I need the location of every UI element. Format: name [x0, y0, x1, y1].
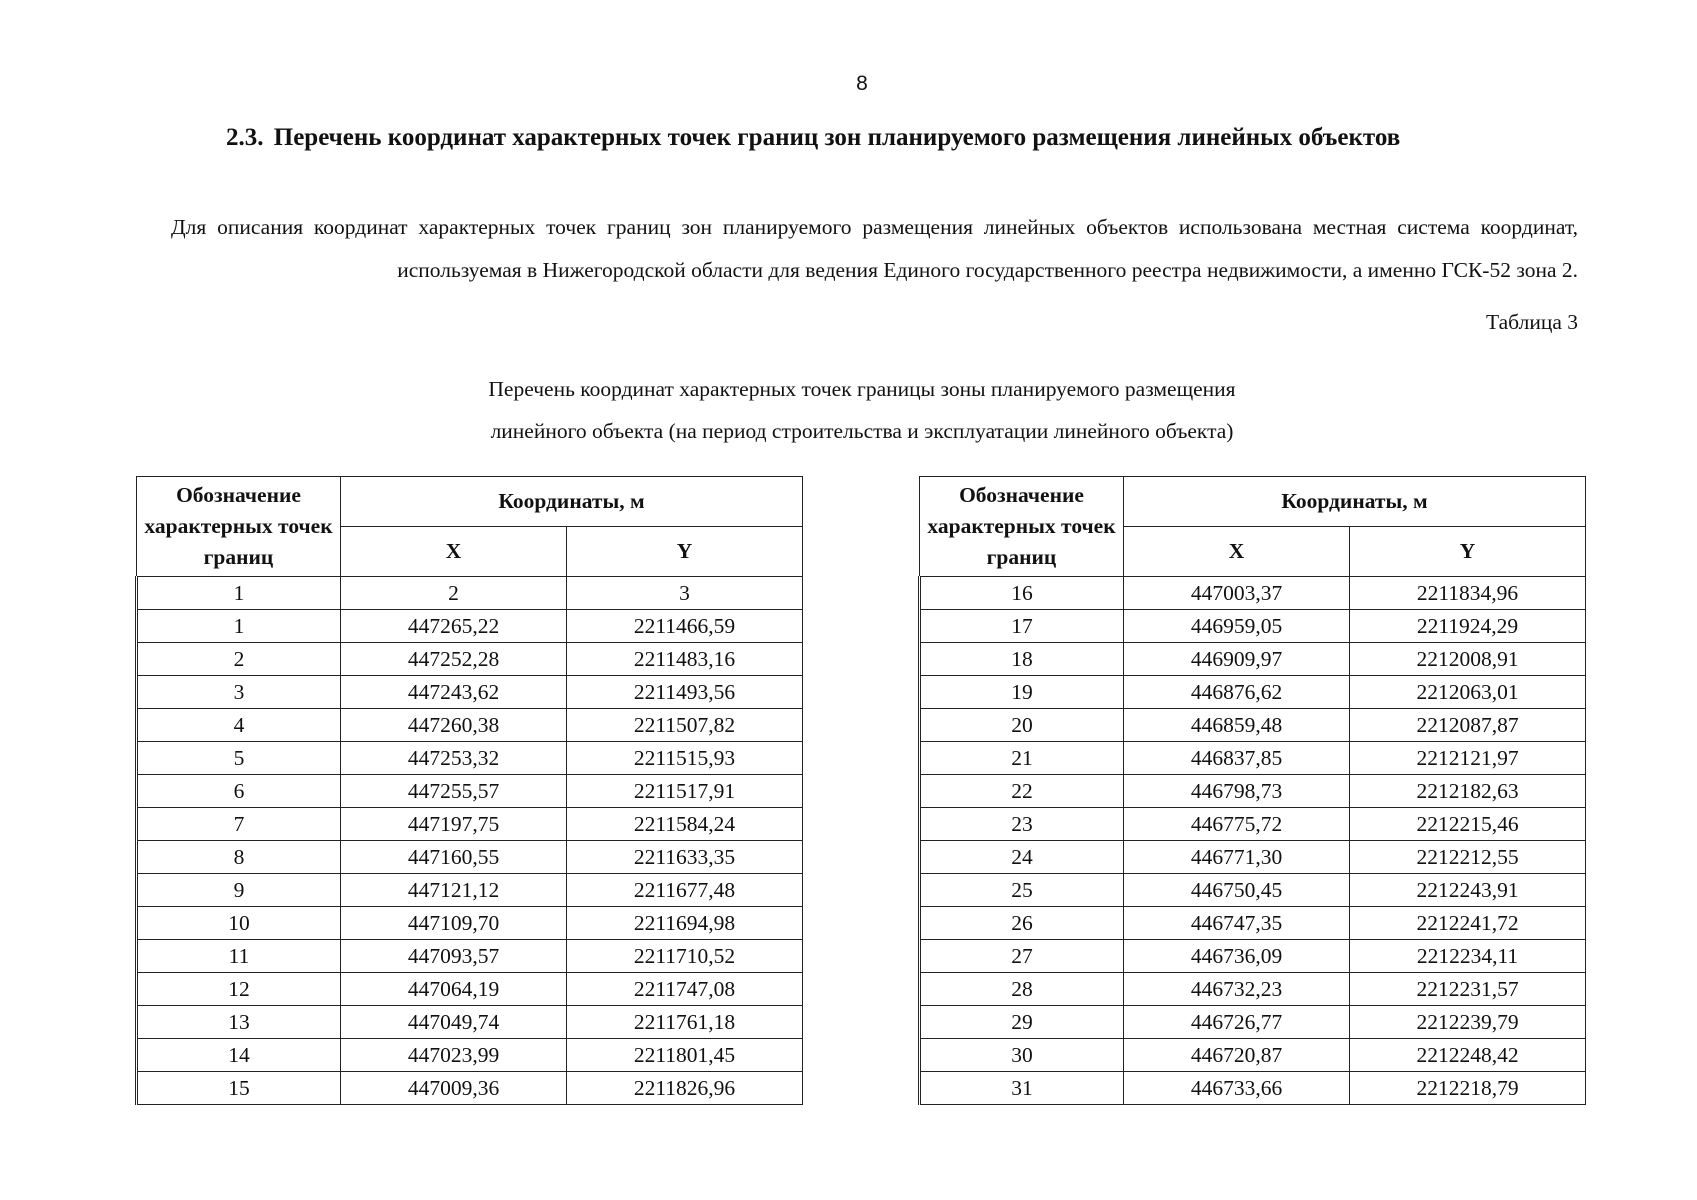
table-row [137, 1006, 803, 1039]
y-coordinate-cell: 2212243,91 [1350, 874, 1586, 907]
header-y: Y [567, 527, 803, 577]
y-coordinate-cell: 2211694,98 [567, 907, 803, 940]
caption-line-2: линейного объекта (на период строительства и эксплуатации линейного объекта) [490, 419, 1234, 443]
section-title-text: Перечень координат характерных точек границ зон планируемого размещения линейных объектов [273, 124, 1401, 151]
x-coordinate-cell: 446750,45 [1124, 874, 1350, 907]
x-coordinate-cell: 447003,37 [1124, 577, 1350, 610]
x-coordinate-cell: 447093,57 [341, 940, 567, 973]
x-coordinate-cell: 447049,74 [341, 1006, 567, 1039]
header-point-designation: Обозначение характерных точек границ [920, 477, 1124, 577]
table-row [137, 874, 803, 907]
y-coordinate-cell: 2211801,45 [567, 1039, 803, 1072]
point-id-cell: 17 [920, 610, 1124, 643]
x-coordinate-cell: 446747,35 [1124, 907, 1350, 940]
point-id-cell: 6 [137, 775, 341, 808]
y-coordinate-cell: 2211517,91 [567, 775, 803, 808]
point-id-cell: 23 [920, 808, 1124, 841]
table-row [137, 940, 803, 973]
table-row [920, 1006, 1586, 1039]
table-row [920, 940, 1586, 973]
point-id-cell: 2 [137, 643, 341, 676]
table-row [920, 1039, 1586, 1072]
y-coordinate-cell: 2212182,63 [1350, 775, 1586, 808]
y-coordinate-cell: 2211826,96 [567, 1072, 803, 1105]
y-coordinate-cell: 2212215,46 [1350, 808, 1586, 841]
x-coordinate-cell: 447243,62 [341, 676, 567, 709]
point-id-cell: 7 [137, 808, 341, 841]
x-coordinate-cell: 446732,23 [1124, 973, 1350, 1006]
x-coordinate-cell: 447009,36 [341, 1072, 567, 1105]
y-coordinate-cell: 2211834,96 [1350, 577, 1586, 610]
point-id-cell: 21 [920, 742, 1124, 775]
point-id-cell: 5 [137, 742, 341, 775]
table-row [920, 643, 1586, 676]
point-id-cell: 29 [920, 1006, 1124, 1039]
point-id-cell: 4 [137, 709, 341, 742]
y-coordinate-cell: 2211710,52 [567, 940, 803, 973]
x-coordinate-cell: 446798,73 [1124, 775, 1350, 808]
table-row [920, 841, 1586, 874]
x-coordinate-cell: 446876,62 [1124, 676, 1350, 709]
x-coordinate-cell: 447109,70 [341, 907, 567, 940]
x-coordinate-cell: 447260,38 [341, 709, 567, 742]
table-caption [0, 368, 1697, 452]
intro-paragraph [115, 206, 1578, 292]
table-row [920, 775, 1586, 808]
point-id-cell: 12 [137, 973, 341, 1006]
table-row [920, 742, 1586, 775]
y-coordinate-cell: 2212212,55 [1350, 841, 1586, 874]
y-coordinate-cell: 2211761,18 [567, 1006, 803, 1039]
point-id-cell: 20 [920, 709, 1124, 742]
point-id-cell: 15 [137, 1072, 341, 1105]
table-row [920, 610, 1586, 643]
header-point-designation: Обозначение характерных точек границ [137, 477, 341, 577]
y-coordinate-cell: 2212241,72 [1350, 907, 1586, 940]
x-coordinate-cell: 447252,28 [341, 643, 567, 676]
y-coordinate-cell: 2212008,91 [1350, 643, 1586, 676]
point-id-cell: 18 [920, 643, 1124, 676]
x-coordinate-cell: 446726,77 [1124, 1006, 1350, 1039]
table-row [137, 643, 803, 676]
table-row [137, 841, 803, 874]
y-coordinate-cell: 2212239,79 [1350, 1006, 1586, 1039]
x-coordinate-cell: 447023,99 [341, 1039, 567, 1072]
table-label: Таблица 3 [1486, 310, 1578, 334]
table-row [920, 676, 1586, 709]
y-coordinate-cell: 2212087,87 [1350, 709, 1586, 742]
y-coordinate-cell: 2212231,57 [1350, 973, 1586, 1006]
table-row [920, 907, 1586, 940]
y-coordinate-cell: 2212063,01 [1350, 676, 1586, 709]
y-coordinate-cell: 2212121,97 [1350, 742, 1586, 775]
table-row [920, 577, 1586, 610]
header-x: X [341, 527, 567, 577]
y-coordinate-cell: 2212234,11 [1350, 940, 1586, 973]
point-id-cell: 10 [137, 907, 341, 940]
point-id-cell: 31 [920, 1072, 1124, 1105]
table-row [137, 775, 803, 808]
page-number: 8 [856, 72, 868, 95]
table-row [920, 874, 1586, 907]
y-coordinate-cell: 2211515,93 [567, 742, 803, 775]
y-coordinate-cell: 2211747,08 [567, 973, 803, 1006]
x-coordinate-cell: 447253,32 [341, 742, 567, 775]
table-row [137, 742, 803, 775]
point-id-cell: 30 [920, 1039, 1124, 1072]
header-coordinates: Координаты, м [1124, 477, 1586, 527]
section-title [226, 124, 1400, 152]
point-id-cell: 8 [137, 841, 341, 874]
table-row [920, 808, 1586, 841]
y-coordinate-cell: 3 [567, 577, 803, 610]
x-coordinate-cell: 447197,75 [341, 808, 567, 841]
x-coordinate-cell: 447064,19 [341, 973, 567, 1006]
y-coordinate-cell: 2212248,42 [1350, 1039, 1586, 1072]
point-id-cell: 26 [920, 907, 1124, 940]
table-row [137, 676, 803, 709]
x-coordinate-cell: 447265,22 [341, 610, 567, 643]
x-coordinate-cell: 2 [341, 577, 567, 610]
table-row [920, 709, 1586, 742]
coordinates-table-left [135, 476, 803, 1105]
section-number: 2.3. [226, 124, 264, 151]
point-id-cell: 9 [137, 874, 341, 907]
x-coordinate-cell: 446733,66 [1124, 1072, 1350, 1105]
x-coordinate-cell: 446736,09 [1124, 940, 1350, 973]
y-coordinate-cell: 2211584,24 [567, 808, 803, 841]
point-id-cell: 28 [920, 973, 1124, 1006]
table-row [137, 577, 803, 610]
table-row [137, 709, 803, 742]
point-id-cell: 24 [920, 841, 1124, 874]
y-coordinate-cell: 2212218,79 [1350, 1072, 1586, 1105]
y-coordinate-cell: 2211633,35 [567, 841, 803, 874]
intro-text: Для описания координат характерных точек границ зон планируемого размещения линейных объектов использована местная система координат, используемая в Нижегородской области для ведения Единого государственного реестра недвижимости, а именно ГСК-52 зона 2. [171, 215, 1578, 282]
x-coordinate-cell: 446775,72 [1124, 808, 1350, 841]
y-coordinate-cell: 2211507,82 [567, 709, 803, 742]
point-id-cell: 27 [920, 940, 1124, 973]
point-id-cell: 19 [920, 676, 1124, 709]
table-row [137, 907, 803, 940]
x-coordinate-cell: 446720,87 [1124, 1039, 1350, 1072]
x-coordinate-cell: 446959,05 [1124, 610, 1350, 643]
y-coordinate-cell: 2211677,48 [567, 874, 803, 907]
table-row [137, 973, 803, 1006]
table-row [137, 1039, 803, 1072]
header-y: Y [1350, 527, 1586, 577]
table-row [137, 1072, 803, 1105]
point-id-cell: 25 [920, 874, 1124, 907]
point-id-cell: 14 [137, 1039, 341, 1072]
table-row [920, 1072, 1586, 1105]
point-id-cell: 16 [920, 577, 1124, 610]
point-id-cell: 3 [137, 676, 341, 709]
caption-line-1: Перечень координат характерных точек границы зоны планируемого размещения [488, 377, 1236, 401]
x-coordinate-cell: 446771,30 [1124, 841, 1350, 874]
coordinates-table-right [918, 476, 1586, 1105]
y-coordinate-cell: 2211924,29 [1350, 610, 1586, 643]
x-coordinate-cell: 447160,55 [341, 841, 567, 874]
x-coordinate-cell: 447121,12 [341, 874, 567, 907]
x-coordinate-cell: 446837,85 [1124, 742, 1350, 775]
point-id-cell: 13 [137, 1006, 341, 1039]
point-id-cell: 1 [137, 610, 341, 643]
point-id-cell: 22 [920, 775, 1124, 808]
table-row [920, 973, 1586, 1006]
y-coordinate-cell: 2211493,56 [567, 676, 803, 709]
header-x: X [1124, 527, 1350, 577]
y-coordinate-cell: 2211466,59 [567, 610, 803, 643]
x-coordinate-cell: 446859,48 [1124, 709, 1350, 742]
x-coordinate-cell: 447255,57 [341, 775, 567, 808]
point-id-cell: 11 [137, 940, 341, 973]
x-coordinate-cell: 446909,97 [1124, 643, 1350, 676]
table-row [137, 808, 803, 841]
table-row [137, 610, 803, 643]
y-coordinate-cell: 2211483,16 [567, 643, 803, 676]
point-id-cell: 1 [137, 577, 341, 610]
header-coordinates: Координаты, м [341, 477, 803, 527]
